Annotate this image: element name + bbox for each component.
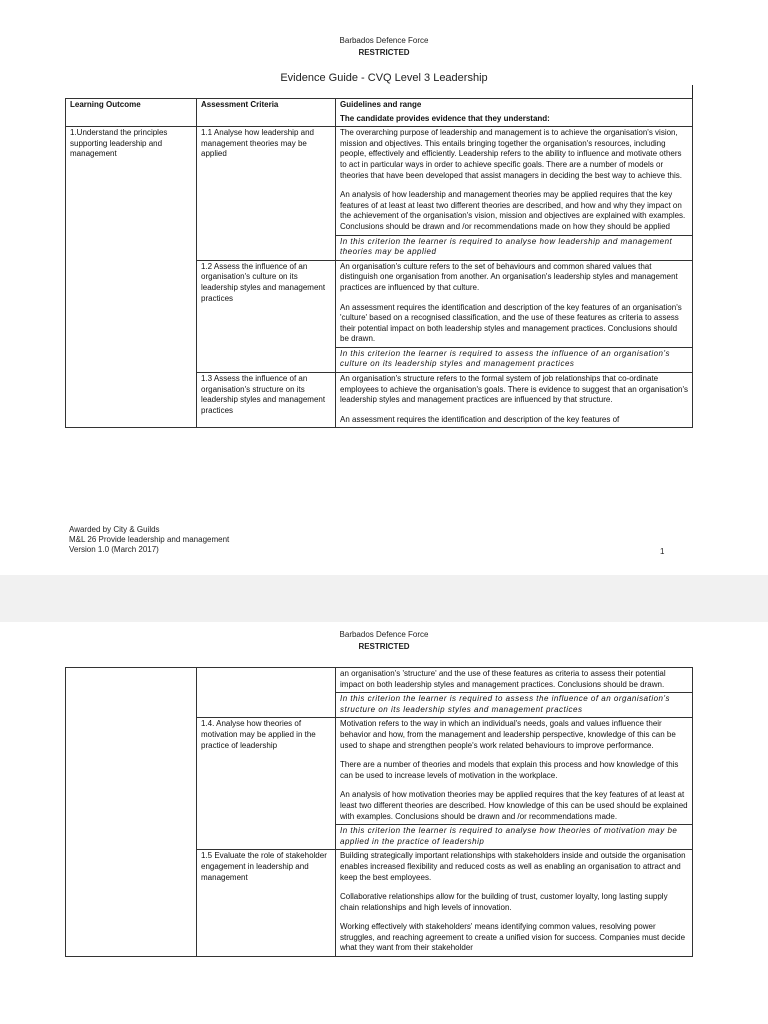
guidance-paragraph: Building strategically important relationships with stakeholders inside and outside the organisation enables increased flexibility and reduced costs as well as enabling an organisation to attract and keep the best employees. <box>340 851 686 882</box>
classification-label: RESTRICTED <box>358 48 410 57</box>
table-row <box>66 127 693 235</box>
learner-requirement-1-2: In this criterion the learner is required to assess the influence of an organisation's culture on its leadership styles and management practices <box>336 347 693 372</box>
criterion-1-5: 1.5 Evaluate the role of stakeholder engagement in leadership and management <box>197 850 336 957</box>
guidance-paragraph: An organisation's culture refers to the set of behaviours and common shared values that distinguish one organisation from another. An organisation's leadership styles and management practices are influenced by that culture. <box>340 261 678 292</box>
learner-requirement-1-4: In this criterion the learner is required to analyse how theories of motivation may be applied in the practice of leadership <box>336 825 693 850</box>
guidance-1-1 <box>336 127 693 235</box>
guidance-paragraph: Collaborative relationships allow for the building of trust, customer loyalty, long lasting supply chain relationships and high levels of innovation. <box>340 892 668 912</box>
page-footer <box>69 525 229 555</box>
criterion-1-2: 1.2 Assess the influence of an organisation's culture on its leadership styles and management practices <box>197 260 336 372</box>
table-row <box>66 668 693 693</box>
criterion-1-3-continued <box>197 668 336 718</box>
header-assessment-criteria: Assessment Criteria <box>197 99 336 127</box>
guidance-paragraph: Motivation refers to the way in which an individual's needs, goals and values influence their behavior and how, from the management and leadership perspective, knowledge of this can be used to shape and strengthen people's work related behaviours to improve performance. <box>340 719 676 750</box>
criterion-1-1: 1.1 Analyse how leadership and management theories may be applied <box>197 127 336 261</box>
header-learning-outcome: Learning Outcome <box>66 99 197 127</box>
guidance-1-5 <box>336 850 693 957</box>
criterion-1-3: 1.3 Assess the influence of an organisation's structure on its leadership styles and management practices <box>197 373 336 428</box>
guidance-1-4 <box>336 718 693 825</box>
guidance-paragraph: An analysis of how motivation theories may be applied requires that the key features of at least at least two different theories are described. How knowledge of this can be used should be explained with examples. Conclusions should be drawn and /or recommendations made. <box>340 790 688 821</box>
evidence-table-continued <box>65 667 693 957</box>
learning-outcome-cell <box>66 668 197 957</box>
guidelines-label: Guidelines and range <box>340 100 422 109</box>
guidance-paragraph: The overarching purpose of leadership and management is to achieve the organisation's vision, mission and objectives. This entails bringing together the organisation's resources, including people, effectively and efficiently. Leadership refers to the ability to influence and motivate others to act in particular ways in order to achieve specific goals. There are a number of models or theories that have been developed that assist managers in deciding the best way to achieve this. <box>340 128 682 180</box>
table-header-row <box>66 99 693 127</box>
document-page-2 <box>0 622 768 1024</box>
guidance-paragraph: There are a number of theories and models that explain this process and how knowledge of this can be used to increase levels of motivation in the workplace. <box>340 760 679 780</box>
guidance-paragraph: An assessment requires the identification and description of the key features of an organisation's 'culture' based on a recognised classification, and the use of these features as criteria to assess their potential impact on both leadership styles and management practices. Conclusions should be drawn. <box>340 302 682 344</box>
organisation-name: Barbados Defence Force <box>339 630 429 639</box>
guidance-paragraph: Working effectively with stakeholders' means identifying common values, resolving power struggles, and reaching agreement to create a unified vision for success. Companies must decide what they want from their stakeholder <box>340 922 686 953</box>
learner-requirement-1-1: In this criterion the learner is required to analyse how leadership and management theories may be applied <box>336 235 693 260</box>
classification-label: RESTRICTED <box>358 642 410 651</box>
guidelines-subheading: The candidate provides evidence that they understand: <box>340 113 550 123</box>
guidance-paragraph: An organisation's structure refers to the formal system of job relationships that co-ordinate employees to achieve the organisation's goals. There is evidence to suggest that an organisation's leadership styles and management practices are influenced by that structure. <box>340 374 689 405</box>
footer-awarding-body: Awarded by City & Guilds <box>69 525 160 534</box>
learner-requirement-1-3: In this criterion the learner is required to assess the influence of an organisation's structure on its leadership styles and management practices <box>336 693 693 718</box>
page-separator <box>0 575 768 622</box>
guidance-1-3-continued <box>336 668 693 693</box>
learning-outcome-cell: 1.Understand the principles supporting leadership and management <box>66 127 197 428</box>
header-rule-vertical <box>692 85 693 99</box>
criterion-1-4: 1.4. Analyse how theories of motivation may be applied in the practice of leadership <box>197 718 336 850</box>
guidance-paragraph: An analysis of how leadership and management theories may be applied requires that the key features of at least at least two different theories are described, and how and why they impact on the achievement of the organisation's vision, mission and objectives are explained with examples. Conclusions should be drawn and /or recommendations made on how they should be applied <box>340 190 686 231</box>
evidence-table <box>65 98 693 428</box>
guidance-paragraph: An assessment requires the identification and description of the key features of <box>340 414 620 424</box>
organisation-name: Barbados Defence Force <box>339 36 429 45</box>
footer-version: Version 1.0 (March 2017) <box>69 545 159 554</box>
document-title: Evidence Guide - CVQ Level 3 Leadership <box>280 72 488 84</box>
guidance-1-3 <box>336 373 693 428</box>
footer-unit-title: M&L 26 Provide leadership and management <box>69 535 230 544</box>
guidance-1-2 <box>336 260 693 347</box>
page-number: 1 <box>660 547 665 556</box>
header-guidelines <box>336 99 693 127</box>
guidance-paragraph: an organisation's 'structure' and the use of these features as criteria to assess their potential impact on both leadership styles and management practices. Conclusions should be drawn. <box>340 669 666 689</box>
